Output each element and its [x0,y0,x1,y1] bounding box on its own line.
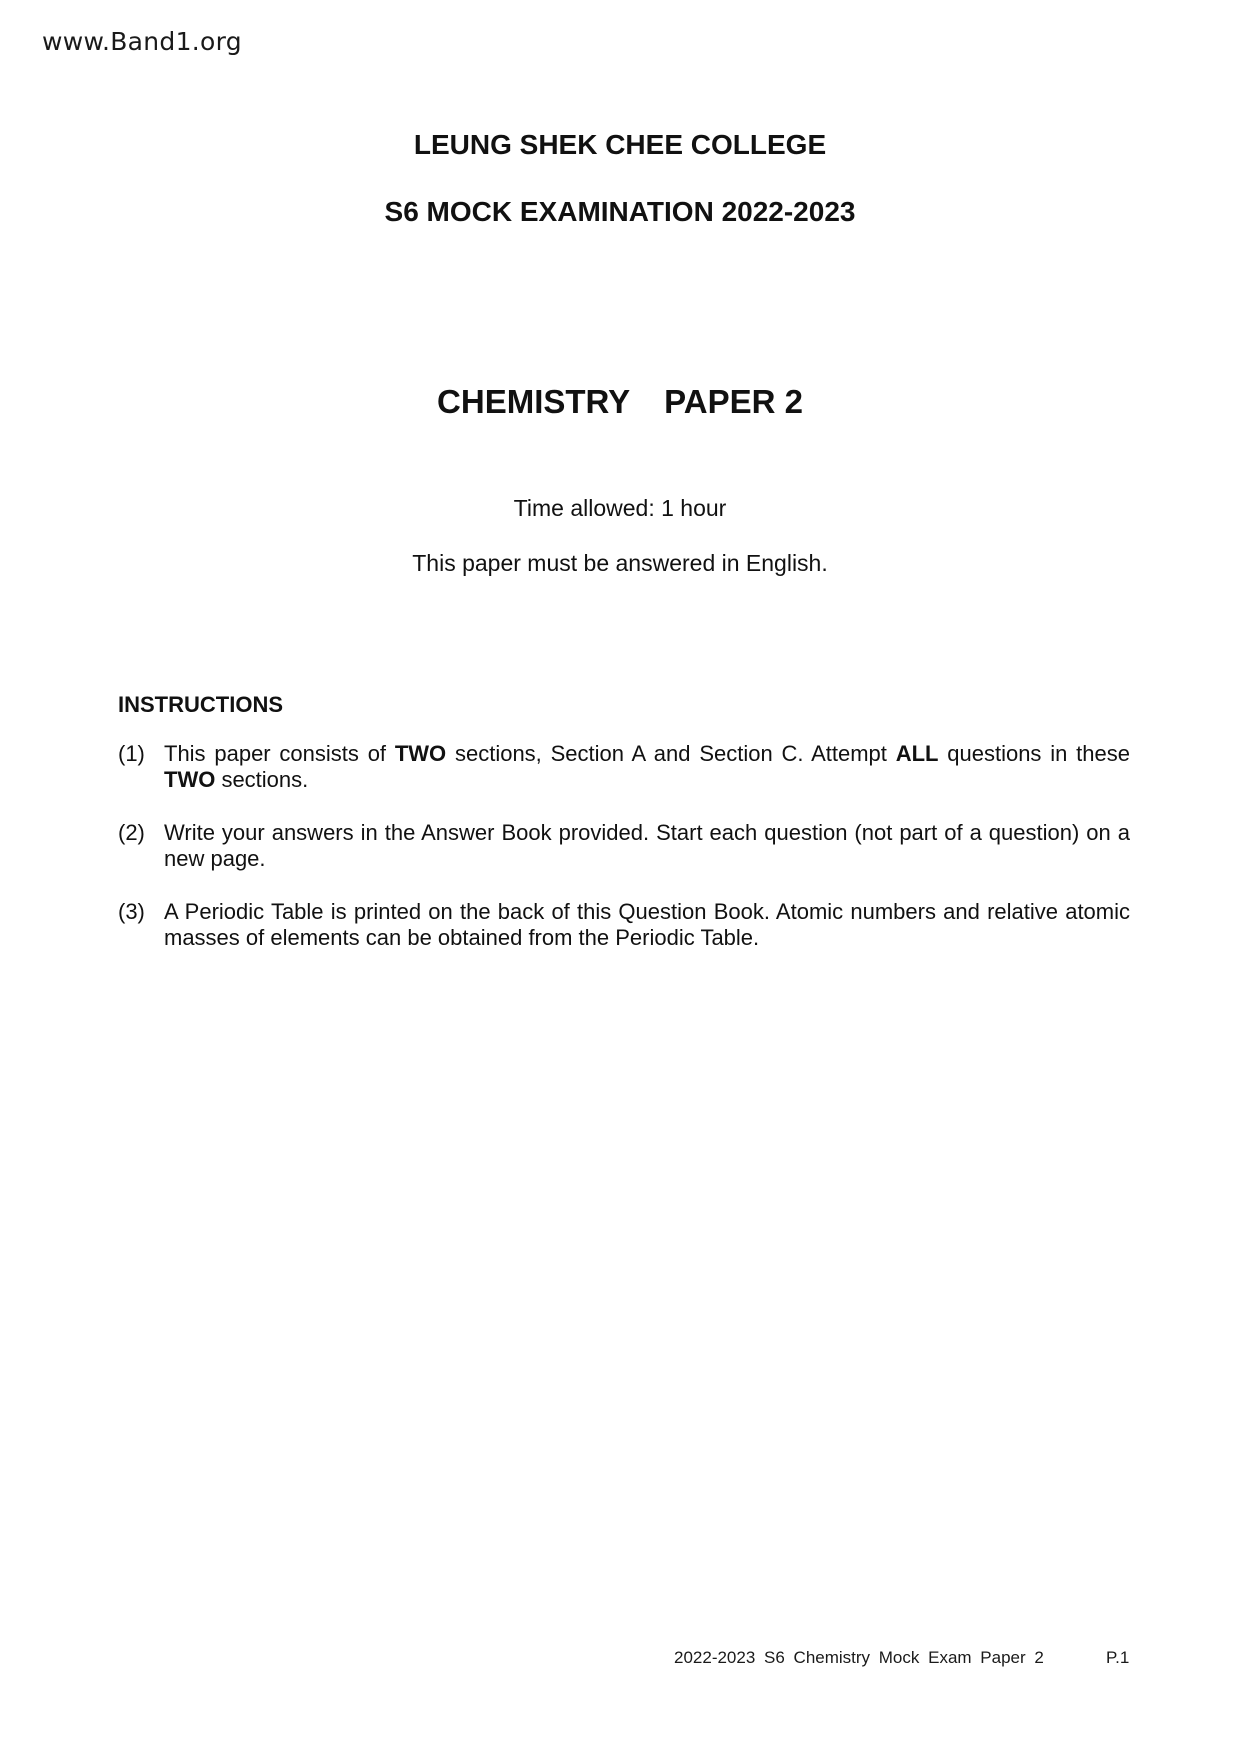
page-number: P.1 [1106,1648,1130,1667]
paper-title [0,383,1240,421]
instruction-text: Write your answers in the Answer Book provided. Start each question (not part of a question) on a new page. [164,820,1130,871]
instructions-heading: INSTRUCTIONS [118,692,283,717]
instruction-text [164,741,1130,792]
instruction-emphasis: ALL [895,741,939,766]
instruction-number: (2) [118,820,145,845]
instruction-item-3 [118,899,1130,951]
instruction-number: (3) [118,899,145,924]
instruction-text-part: sections, Section A and Section C. Attempt [446,741,896,766]
instruction-text-part: This paper consists of [164,741,395,766]
instruction-text-part: sections. [215,767,309,792]
exam-title: S6 MOCK EXAMINATION 2022-2023 [384,196,856,227]
instruction-text-part: questions in these [938,741,1130,766]
paper-subject: CHEMISTRY [437,383,631,420]
instruction-emphasis: TWO [164,767,216,792]
instruction-number: (1) [118,741,145,766]
instruction-text: A Periodic Table is printed on the back of this Question Book. Atomic numbers and relative atomic masses of elements can be obtained from the Periodic Table. [164,899,1130,950]
footer-title: 2022-2023 S6 Chemistry Mock Exam Paper 2 [674,1648,1044,1667]
instruction-emphasis: TWO [394,741,447,766]
college-name: LEUNG SHEK CHEE COLLEGE [413,129,827,160]
watermark-text: www.Band1.org [42,27,242,56]
language-note: This paper must be answered in English. [412,550,828,576]
paper-number: PAPER 2 [664,383,803,420]
instructions-list [118,741,1130,978]
instruction-item-1 [118,741,1130,793]
time-allowed: Time allowed: 1 hour [513,495,727,521]
instruction-item-2 [118,820,1130,872]
